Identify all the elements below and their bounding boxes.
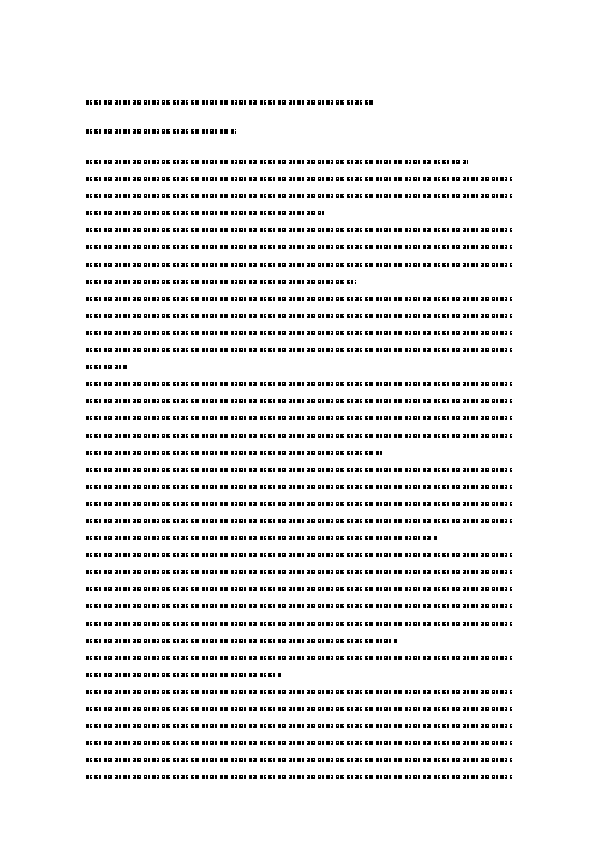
body-line bbox=[86, 667, 512, 684]
body-line bbox=[86, 325, 512, 342]
body-line bbox=[86, 701, 512, 718]
body-line bbox=[86, 445, 512, 462]
body-line bbox=[86, 393, 512, 410]
body-line bbox=[86, 188, 512, 205]
subtitle-ink bbox=[86, 129, 236, 134]
body-line bbox=[86, 513, 512, 530]
body-line bbox=[86, 581, 512, 598]
document-body bbox=[86, 154, 512, 786]
body-line bbox=[86, 222, 512, 239]
body-line bbox=[86, 650, 512, 667]
body-line bbox=[86, 410, 512, 427]
body-line bbox=[86, 752, 512, 769]
body-line bbox=[86, 684, 512, 701]
body-line bbox=[86, 376, 512, 393]
body-line bbox=[86, 633, 512, 650]
title-ink bbox=[86, 100, 376, 105]
body-line bbox=[86, 479, 512, 496]
body-line bbox=[86, 616, 512, 633]
body-line bbox=[86, 428, 512, 445]
body-line bbox=[86, 530, 512, 547]
body-line bbox=[86, 154, 512, 171]
body-line bbox=[86, 308, 512, 325]
body-line bbox=[86, 598, 512, 615]
body-line bbox=[86, 564, 512, 581]
body-line bbox=[86, 171, 512, 188]
body-line bbox=[86, 769, 512, 786]
body-line bbox=[86, 547, 512, 564]
body-line bbox=[86, 291, 512, 308]
body-line bbox=[86, 462, 512, 479]
body-line bbox=[86, 496, 512, 513]
body-line bbox=[86, 257, 512, 274]
body-line bbox=[86, 735, 512, 752]
body-line bbox=[86, 274, 512, 291]
body-line bbox=[86, 359, 512, 376]
body-line bbox=[86, 718, 512, 735]
body-line bbox=[86, 342, 512, 359]
body-line bbox=[86, 205, 512, 222]
body-line bbox=[86, 239, 512, 256]
